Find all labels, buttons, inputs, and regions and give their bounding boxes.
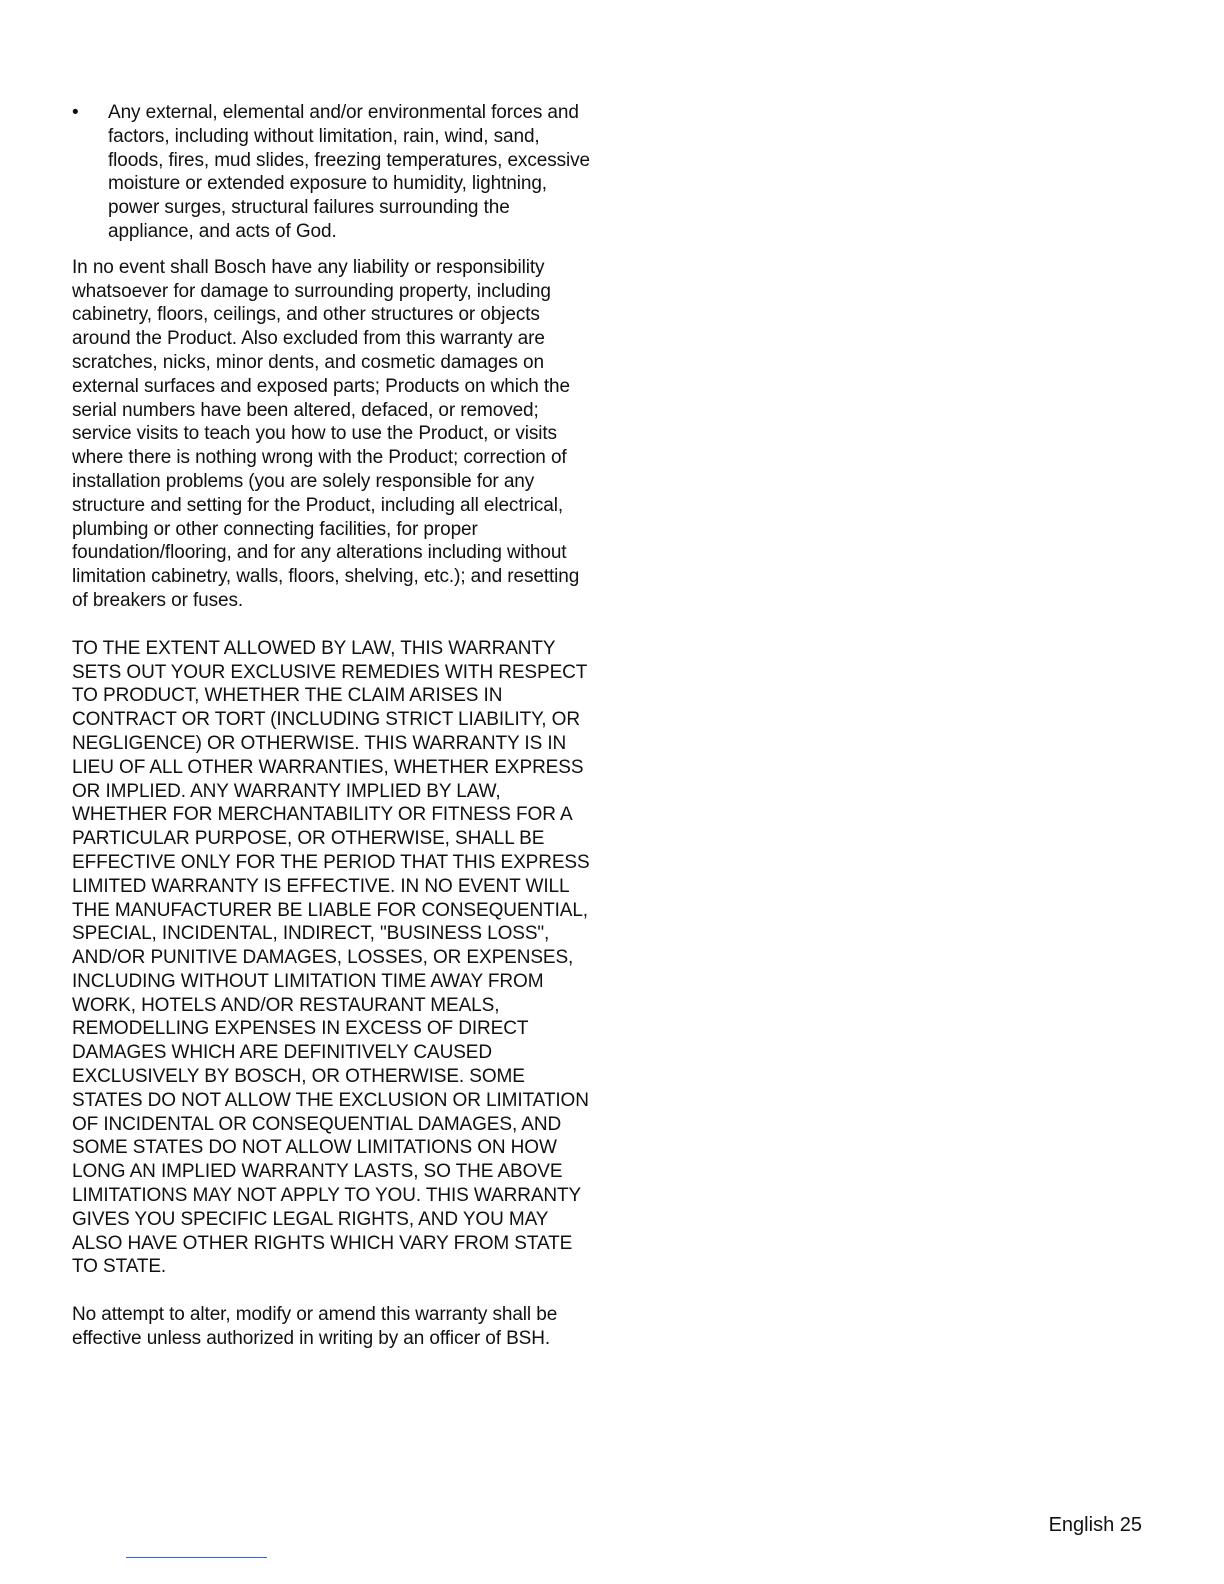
liability-paragraph: In no event shall Bosch have any liability or responsibility whatsoever for damage to surrounding property, including cabinetry, floors, ceilings, and other structures or objects around the Product. Also excluded from this warranty are scratches, nicks, minor dents, and cosmetic damages on external surfaces and exposed parts; Products on which the serial numbers have been altered, defaced, or removed; service visits to teach you how to use the Product, or visits where there is nothing wrong with the Product; correction of installation problems (you are solely responsible for any structure and setting for the Product, including all electrical, plumbing or other connecting facilities, for proper foundation/flooring, and for any alterations including without limitation cabinetry, walls, floors, shelving, etc.); and resetting of breakers or fuses. bbox=[72, 256, 580, 611]
document-body bbox=[72, 101, 592, 1351]
page-number: English 25 bbox=[1048, 1514, 1142, 1536]
bullet-list-item bbox=[72, 101, 592, 244]
bullet-icon: • bbox=[72, 102, 79, 123]
amendment-paragraph: No attempt to alter, modify or amend this warranty shall be effective unless authorized in writing by an officer of BSH. bbox=[72, 1304, 558, 1350]
footer-divider bbox=[126, 1557, 267, 1558]
warranty-disclaimer-paragraph: TO THE EXTENT ALLOWED BY LAW, THIS WARRANTY SETS OUT YOUR EXCLUSIVE REMEDIES WITH RESPECT TO PRODUCT, WHETHER THE CLAIM ARISES IN CONTRACT OR TORT (INCLUDING STRICT LIABILITY, OR NEGLIGENCE) OR OTHERWISE. THIS WARRANTY IS IN LIEU OF ALL OTHER WARRANTIES, WHETHER EXPRESS OR IMPLIED. ANY WARRANTY IMPLIED BY LAW, WHETHER FOR MERCHANTABILITY OR FITNESS FOR A PARTICULAR PURPOSE, OR OTHERWISE, SHALL BE EFFECTIVE ONLY FOR THE PERIOD THAT THIS EXPRESS LIMITED WARRANTY IS EFFECTIVE. IN NO EVENT WILL THE MANUFACTURER BE LIABLE FOR CONSEQUENTIAL, SPECIAL, INCIDENTAL, INDIRECT, "BUSINESS LOSS", AND/OR PUNITIVE DAMAGES, LOSSES, OR EXPENSES, INCLUDING WITHOUT LIMITATION TIME AWAY FROM WORK, HOTELS AND/OR RESTAURANT MEALS, REMODELLING EXPENSES IN EXCESS OF DIRECT DAMAGES WHICH ARE DEFINITIVELY CAUSED EXCLUSIVELY BY BOSCH, OR OTHERWISE. SOME STATES DO NOT ALLOW THE EXCLUSION OR LIMITATION OF INCIDENTAL OR CONSEQUENTIAL DAMAGES, AND SOME STATES DO NOT ALLOW LIMITATIONS ON HOW LONG AN IMPLIED WARRANTY LASTS, SO THE ABOVE LIMITATIONS MAY NOT APPLY TO YOU. THIS WARRANTY GIVES YOU SPECIFIC LEGAL RIGHTS, AND YOU MAY ALSO HAVE OTHER RIGHTS WHICH VARY FROM STATE TO STATE. bbox=[72, 637, 590, 1278]
bullet-text: Any external, elemental and/or environmental forces and factors, including without limitation, rain, wind, sand, floods, fires, mud slides, freezing temperatures, excessive moisture or extended exposure to humidity, lightning, power surges, structural failures surrounding the appliance, and acts of God. bbox=[108, 102, 590, 242]
